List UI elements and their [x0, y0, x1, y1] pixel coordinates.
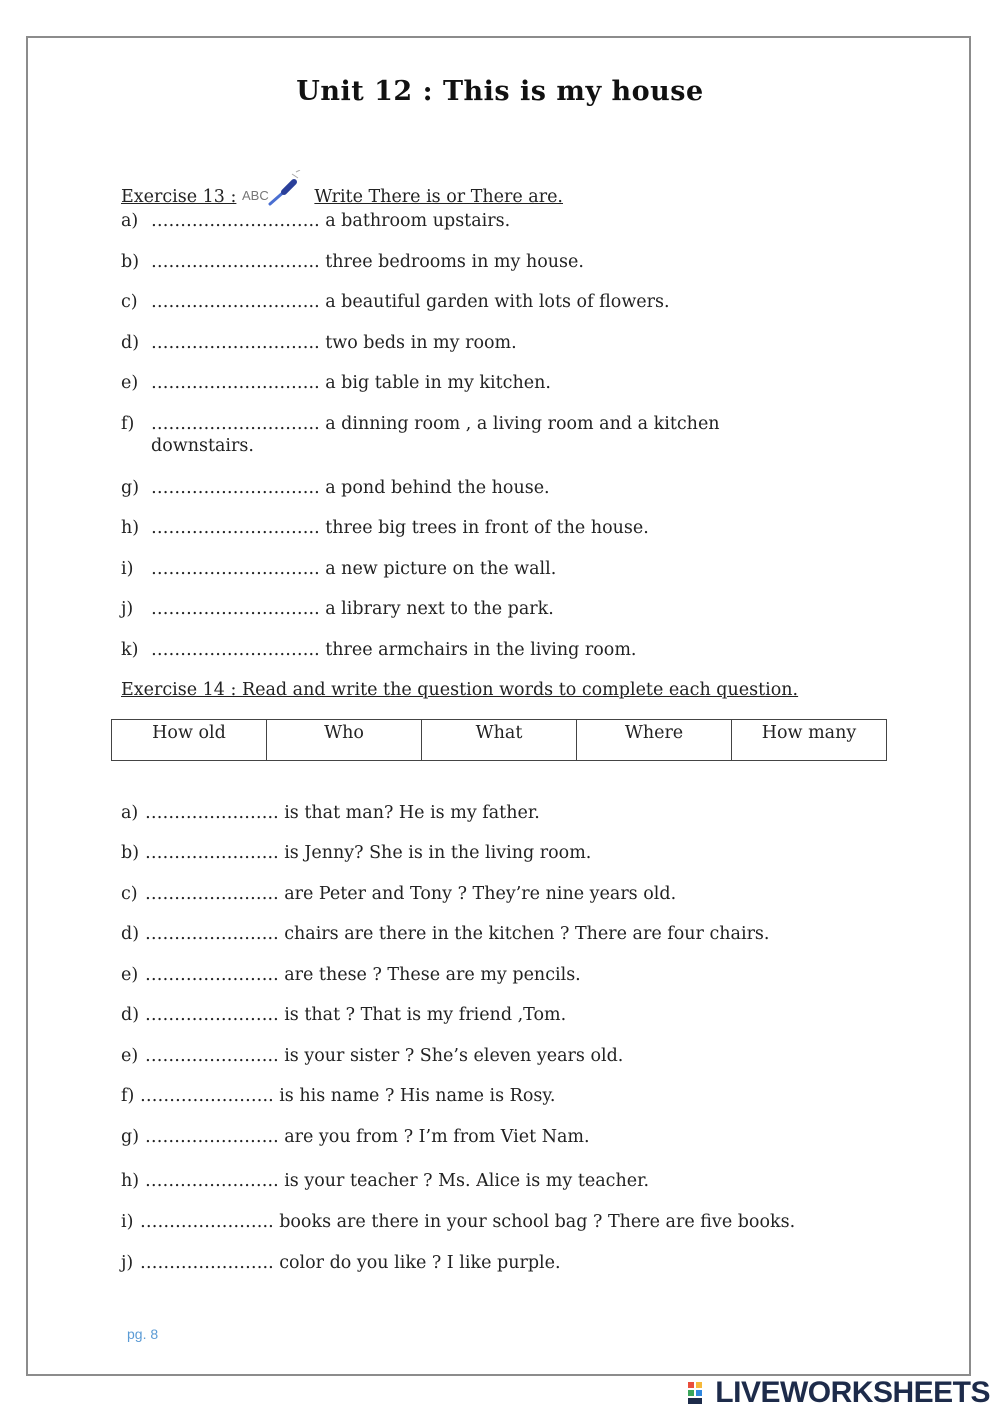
liveworksheets-logo-text: LIVEWORKSHEETS — [715, 1376, 990, 1409]
ex14-item[interactable]: b) ………………….. is Jenny? She is in the living room. — [121, 843, 592, 863]
exercise-14-heading: Exercise 14 : Read and write the question words to complete each question. — [121, 680, 799, 700]
question-word-cell: How old — [112, 720, 267, 761]
ex13-item-d[interactable]: d) ……………………….. two beds in my room. — [121, 333, 517, 353]
ex14-item[interactable]: j) ………………….. color do you like ? I like purple. — [121, 1253, 561, 1273]
ex14-item[interactable]: a) ………………….. is that man? He is my father. — [121, 803, 540, 823]
ex13-item-j[interactable]: j) ……………………….. a library next to the park. — [121, 599, 554, 619]
abc-pen-icon — [240, 170, 308, 210]
page-title: Unit 12 : This is my house — [296, 76, 704, 107]
question-words-table — [111, 719, 887, 761]
ex14-item[interactable]: c) ………………….. are Peter and Tony ? They’re nine years old. — [121, 884, 677, 904]
liveworksheets-logo[interactable] — [687, 1376, 990, 1410]
page-number: pg. 8 — [127, 1326, 159, 1342]
ex14-item[interactable]: f) ………………….. is his name ? His name is Rosy. — [121, 1086, 556, 1106]
ex13-item-c[interactable]: c) ……………………….. a beautiful garden with lots of flowers. — [121, 292, 670, 312]
question-word-cell: What — [422, 720, 577, 761]
ex13-item-a[interactable]: a) ……………………….. a bathroom upstairs. — [121, 211, 511, 231]
ex13-item-e[interactable]: e) ……………………….. a big table in my kitchen. — [121, 373, 551, 393]
ex14-item[interactable]: d) ………………….. is that ? That is my friend ,Tom. — [121, 1005, 567, 1025]
ex14-item[interactable]: h) ………………….. is your teacher ? Ms. Alice is my teacher. — [121, 1171, 650, 1191]
ex14-item[interactable]: i) ………………….. books are there in your school bag ? There are five books. — [121, 1212, 796, 1232]
question-word-cell: How many — [732, 720, 887, 761]
ex13-item-i[interactable]: i) ……………………….. a new picture on the wall. — [121, 559, 557, 579]
liveworksheets-logo-icon — [687, 1380, 711, 1406]
ex13-item-f-continuation: downstairs. — [151, 436, 254, 456]
ex13-item-h[interactable]: h) ……………………….. three big trees in front of the house. — [121, 518, 649, 538]
ex14-item[interactable]: e) ………………….. are these ? These are my pencils. — [121, 965, 581, 985]
question-word-cell: Who — [267, 720, 422, 761]
ex13-item-f[interactable]: f) ……………………….. a dinning room , a living room and a kitchen downstairs. — [121, 413, 841, 457]
abc-icon-text: ABC — [242, 188, 270, 203]
ex14-item[interactable]: g) ………………….. are you from ? I’m from Viet Nam. — [121, 1127, 590, 1147]
question-word-cell: Where — [577, 720, 732, 761]
ex14-item[interactable]: d) ………………….. chairs are there in the kitchen ? There are four chairs. — [121, 924, 770, 944]
ex13-item-g[interactable]: g) ……………………….. a pond behind the house. — [121, 478, 550, 498]
exercise-13-label: Exercise 13 : — [121, 187, 237, 207]
exercise-13-heading — [121, 170, 563, 210]
ex13-item-k[interactable]: k) ……………………….. three armchairs in the living room. — [121, 640, 637, 660]
exercise-13-instruction: Write There is or There are. — [314, 187, 563, 207]
ex13-item-b[interactable]: b) ……………………….. three bedrooms in my house. — [121, 252, 584, 272]
ex14-item[interactable]: e) ………………….. is your sister ? She’s eleven years old. — [121, 1046, 624, 1066]
